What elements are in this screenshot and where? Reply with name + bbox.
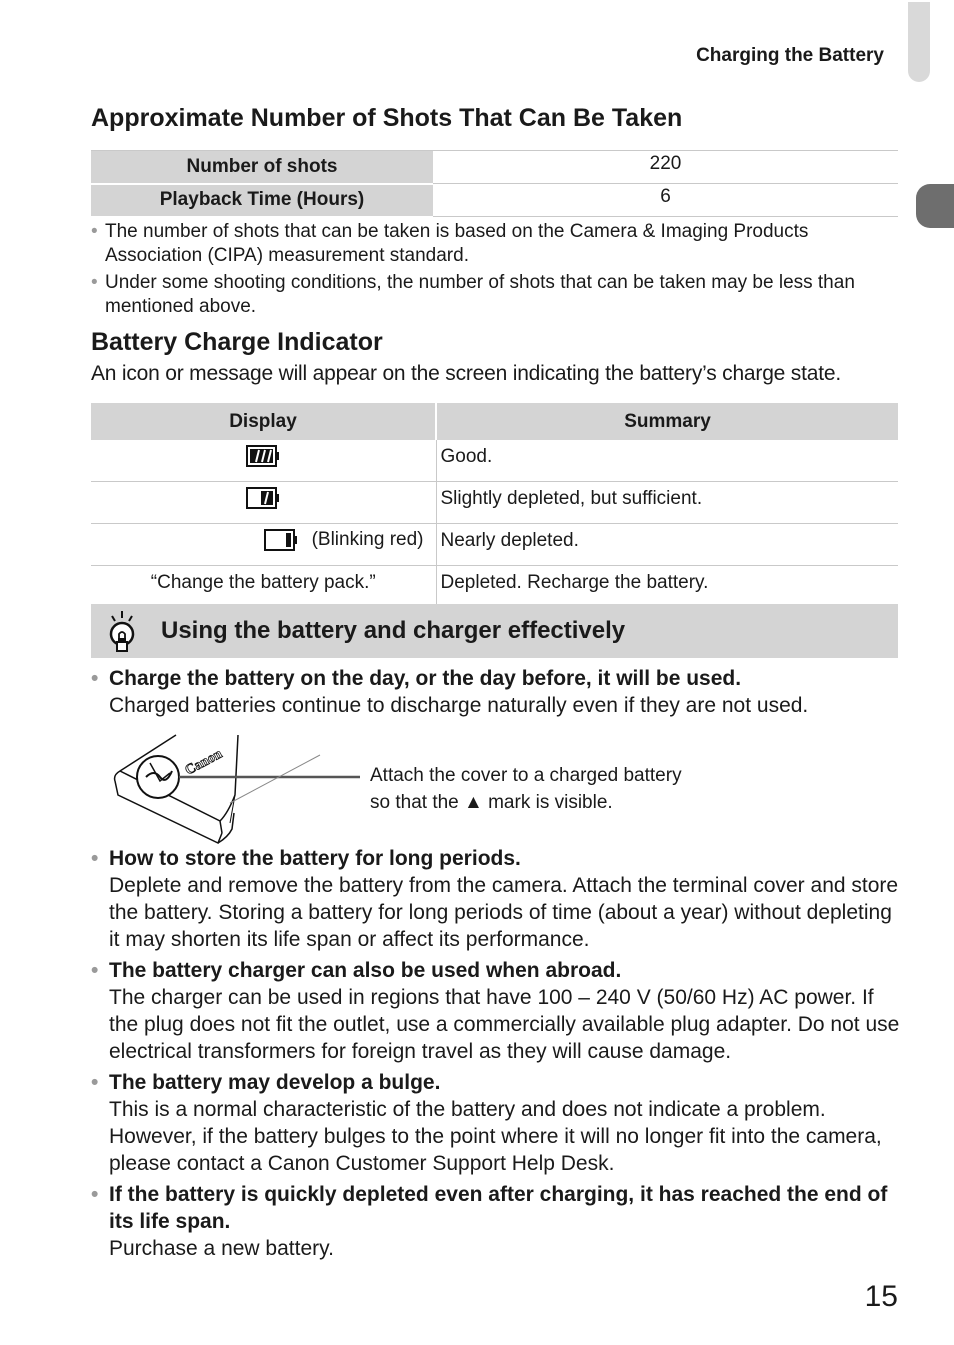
note-item: • Under some shooting conditions, the number of shots that can be taken may be less than mentioned above. bbox=[91, 271, 891, 319]
tip-body: Deplete and remove the battery from the camera. Attach the terminal cover and store the battery. Storing a battery for long periods of time (about a year) without depleting it may shorten its life span or affect its performance. bbox=[109, 874, 899, 951]
blinking-note: (Blinking red) bbox=[311, 528, 424, 550]
indicator-intro: An icon or message will appear on the screen indicating the battery’s charge state. bbox=[91, 362, 841, 385]
tip-body: The charger can be used in regions that have 100 – 240 V (50/60 Hz) AC power. If the plug does not fit the outlet, use a commercially available plug adapter. Do not use electrical transformers for foreign travel as they will cause damage. bbox=[109, 986, 900, 1063]
summary-cell: Nearly depleted. bbox=[436, 524, 898, 566]
table-row bbox=[91, 184, 898, 217]
section-tab-top bbox=[908, 2, 930, 82]
tip-heading: • The battery may develop a bulge. bbox=[109, 1071, 441, 1094]
indicator-table bbox=[91, 403, 898, 608]
running-head: Charging the Battery bbox=[696, 45, 884, 66]
table-row bbox=[91, 482, 898, 524]
summary-cell: Slightly depleted, but sufficient. bbox=[436, 482, 898, 524]
tip-heading: • If the battery is quickly depleted even after charging, it has reached the end of its life span. bbox=[109, 1183, 888, 1233]
battery-illustration bbox=[110, 733, 365, 848]
tip-heading: • The battery charger can also be used when abroad. bbox=[109, 959, 622, 982]
table-row bbox=[91, 440, 898, 482]
table-row bbox=[91, 151, 898, 184]
tip-body: Purchase a new battery. bbox=[109, 1237, 334, 1260]
shots-section-title: Approximate Number of Shots That Can Be Taken bbox=[91, 104, 683, 132]
table-row bbox=[91, 524, 898, 566]
battery-full-icon bbox=[246, 445, 280, 467]
tip-heading: • Charge the battery on the day, or the day before, it will be used. bbox=[109, 667, 742, 690]
note-item: • The number of shots that can be taken is based on the Camera & Imaging Products Association (CIPA) measurement standard. bbox=[91, 220, 891, 268]
caption-line: Attach the cover to a charged battery bbox=[370, 765, 682, 786]
shots-notes bbox=[91, 220, 891, 322]
canon-logo-text: Canon bbox=[182, 746, 225, 779]
table-row bbox=[91, 566, 898, 608]
battery-half-icon bbox=[246, 487, 280, 509]
list-item bbox=[91, 957, 901, 1065]
shots-row-value: 6 bbox=[433, 184, 898, 217]
tip-heading: • How to store the battery for long periods. bbox=[109, 847, 521, 870]
shots-row-label: Number of shots bbox=[91, 151, 433, 184]
col-summary-header: Summary bbox=[436, 403, 898, 440]
list-item bbox=[91, 845, 901, 953]
summary-cell: Depleted. Recharge the battery. bbox=[436, 566, 898, 608]
tip-body: This is a normal characteristic of the battery and does not indicate a problem. However, if the battery bulges to the point where it will no longer fit into the camera, please contact a Canon Customer Support Help Desk. bbox=[109, 1098, 882, 1175]
list-item bbox=[91, 665, 901, 719]
list-item bbox=[91, 1069, 901, 1177]
tips-title: Using the battery and charger effectively bbox=[161, 617, 626, 644]
tip-items-rest bbox=[91, 845, 901, 1266]
lightbulb-icon bbox=[104, 608, 140, 654]
col-display-header: Display bbox=[91, 403, 436, 440]
tip-body: Charged batteries continue to discharge naturally even if they are not used. bbox=[109, 694, 809, 717]
illustration-caption bbox=[370, 762, 682, 816]
indicator-section-title: Battery Charge Indicator bbox=[91, 328, 383, 356]
page-number: 15 bbox=[864, 1280, 898, 1313]
table-header-row bbox=[91, 403, 898, 440]
battery-empty-icon bbox=[264, 529, 298, 551]
tip-item-1 bbox=[91, 665, 901, 723]
shots-row-label: Playback Time (Hours) bbox=[91, 184, 433, 217]
caption-line: so that the ▲ mark is visible. bbox=[370, 792, 613, 813]
shots-row-value: 220 bbox=[433, 151, 898, 184]
chapter-tab bbox=[916, 184, 954, 228]
message-cell: “Change the battery pack.” bbox=[91, 566, 436, 608]
summary-cell: Good. bbox=[436, 440, 898, 482]
list-item bbox=[91, 1181, 901, 1262]
shots-table bbox=[91, 150, 898, 218]
